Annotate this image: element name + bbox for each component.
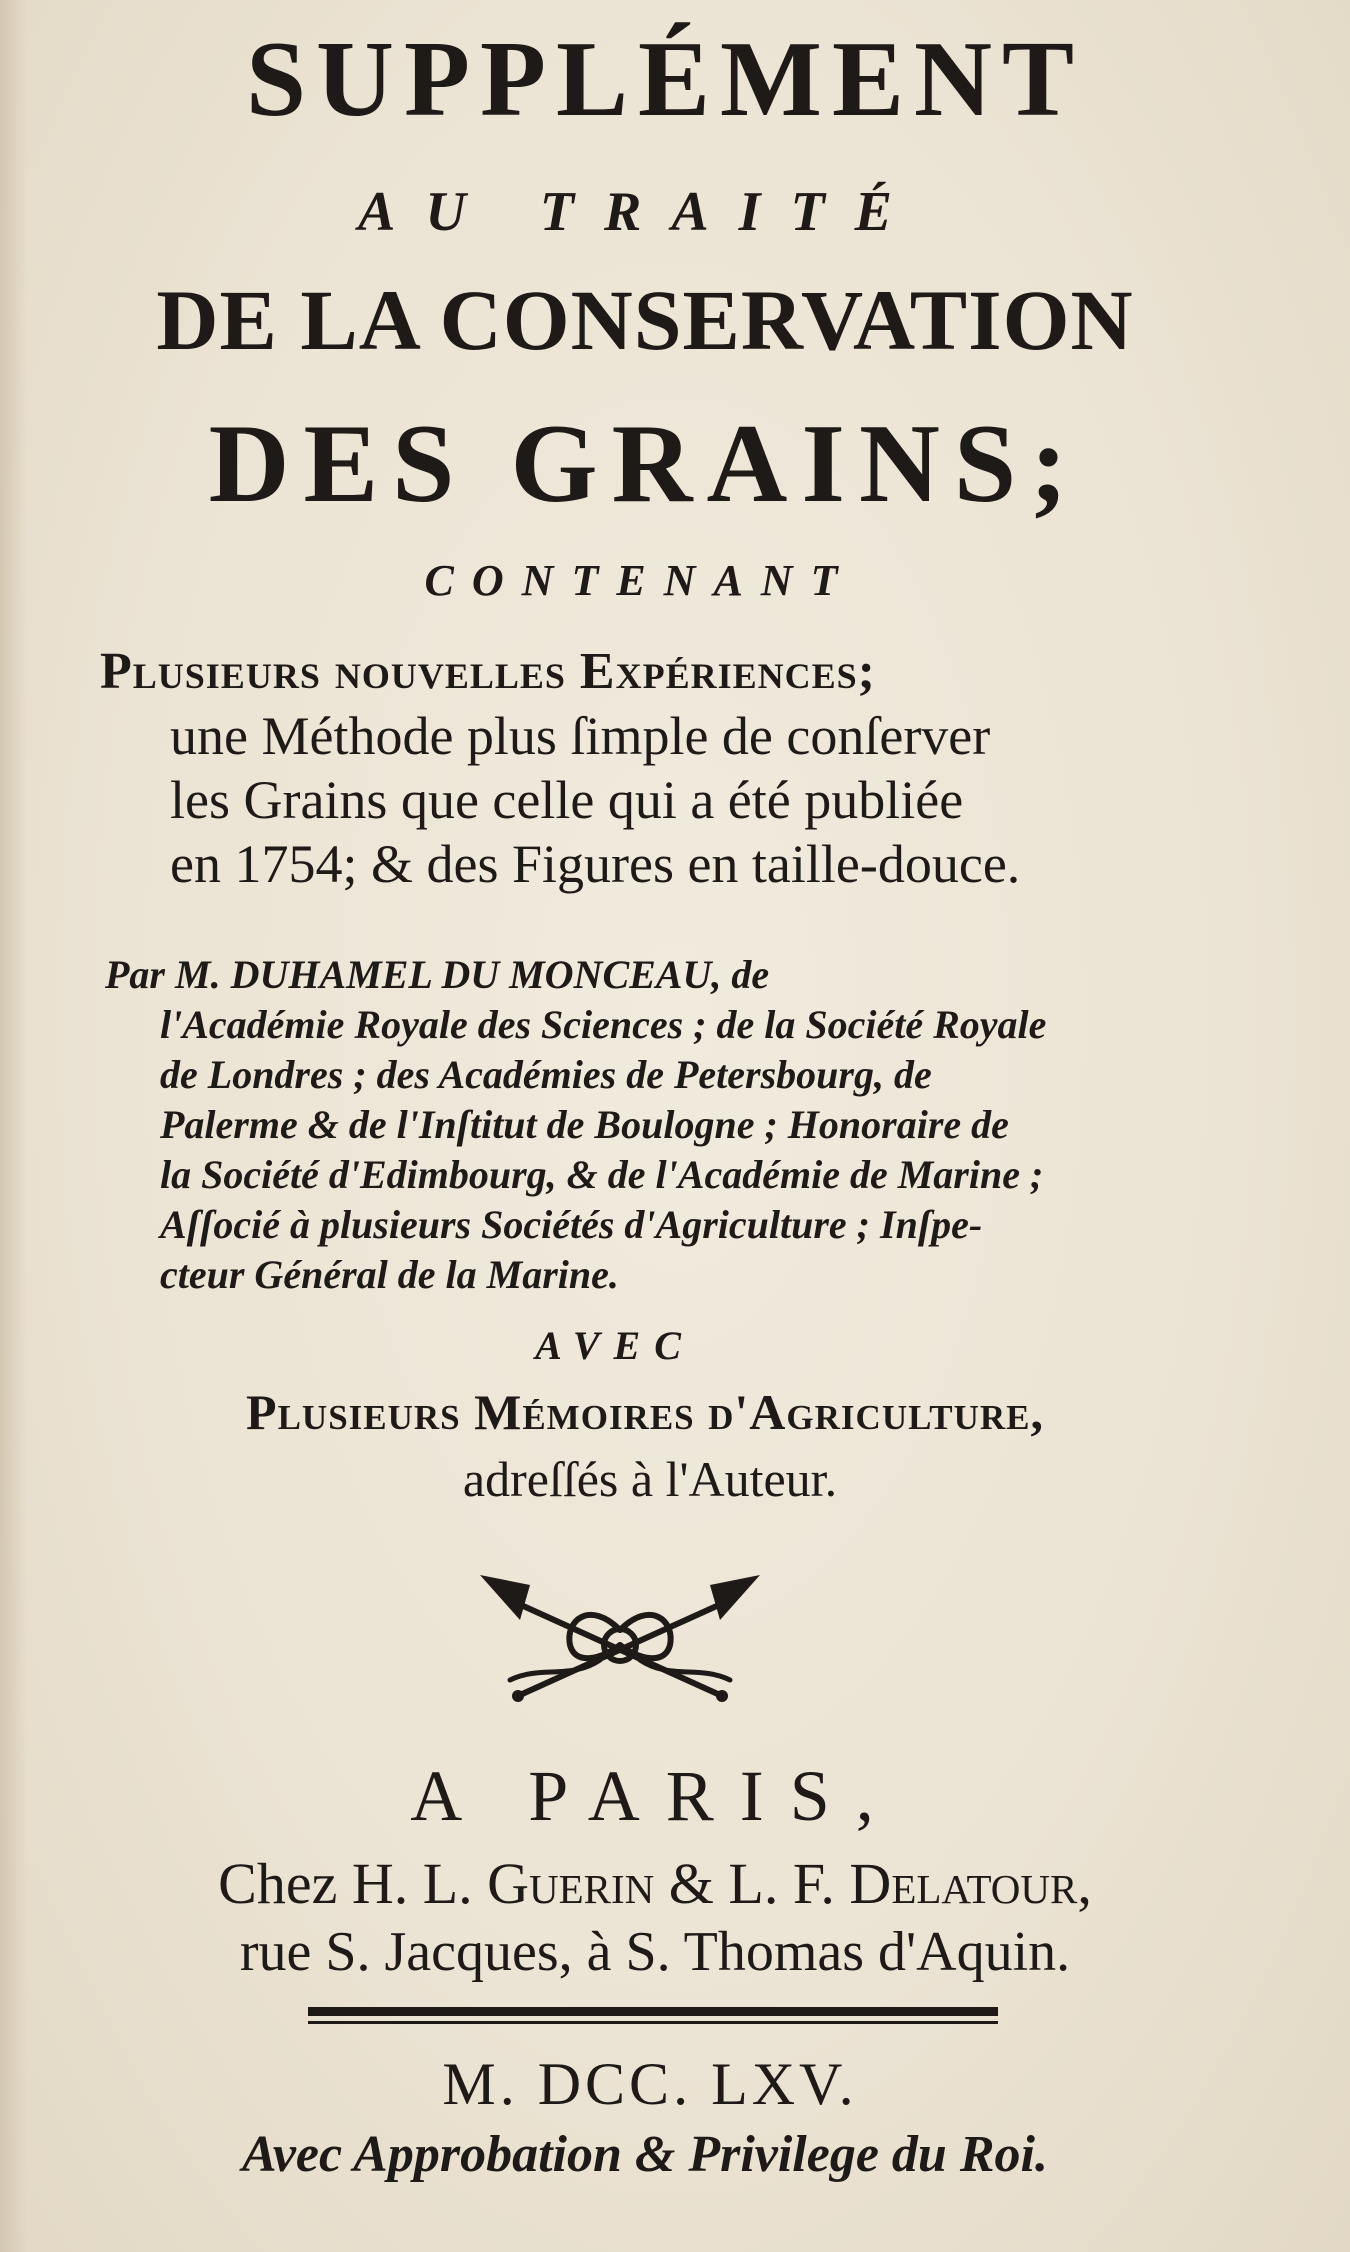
imprint-year: M. DCC. LXV. [442,2051,858,2117]
publisher-names: H. L. Guerin & L. F. Delatour, [351,1851,1092,1916]
imprint-publisher [0,1850,1330,1917]
author-line: l'Académie Royale des Sciences ; de la Société Royale [160,1002,1047,1047]
double-rule-divider [308,2007,998,2029]
title-line-3: DE LA CONSERVATION [156,272,1134,368]
description-line: en 1754; & des Figures en taille-douce. [170,834,1021,894]
publisher-prefix: Chez [218,1851,352,1916]
avec-label: AVEC [535,1323,695,1368]
imprint-privilege: Avec Approbation & Privilege du Roi. [242,2126,1048,2183]
description-line: une Méthode plus ſimple de conſerver [170,706,991,766]
title-line-1: SUPPLÉMENT [245,20,1085,139]
author-line: Aſſocié à plusieurs Sociétés d'Agriculture ; Inſpe- [160,1202,983,1247]
author-line: de Londres ; des Académies de Petersbourg, de [160,1052,932,1097]
title-line-2: AU TRAITÉ [357,181,923,243]
description-line: Plusieurs nouvelles Expériences; [100,643,876,700]
title-line-4: DES GRAINS; [208,402,1082,526]
description-block [100,640,1210,896]
rule-thin [308,2021,998,2024]
description-line: les Grains que celle qui a été publiée [170,770,964,830]
author-block [105,950,1215,1300]
imprint-street: rue S. Jacques, à S. Thomas d'Aquin. [239,1921,1071,1983]
contenant-label: CONTENANT [424,556,856,605]
crossed-trumpets-ornament-icon [470,1560,770,1710]
imprint-place: A PARIS, [410,1756,900,1836]
rule-thick [308,2007,998,2016]
author-line: la Société d'Edimbourg, & de l'Académie de Marine ; [160,1152,1044,1197]
adresses-line: adreſſés à l'Auteur. [462,1451,838,1507]
author-line: cteur Général de la Marine. [160,1252,619,1297]
memoires-line: Plusieurs Mémoires d'Agriculture, [246,1384,1044,1440]
author-line: Par M. DUHAMEL DU MONCEAU, de [105,952,770,997]
author-line: Palerme & de l'Inſtitut de Boulogne ; Honoraire de [160,1102,1009,1147]
